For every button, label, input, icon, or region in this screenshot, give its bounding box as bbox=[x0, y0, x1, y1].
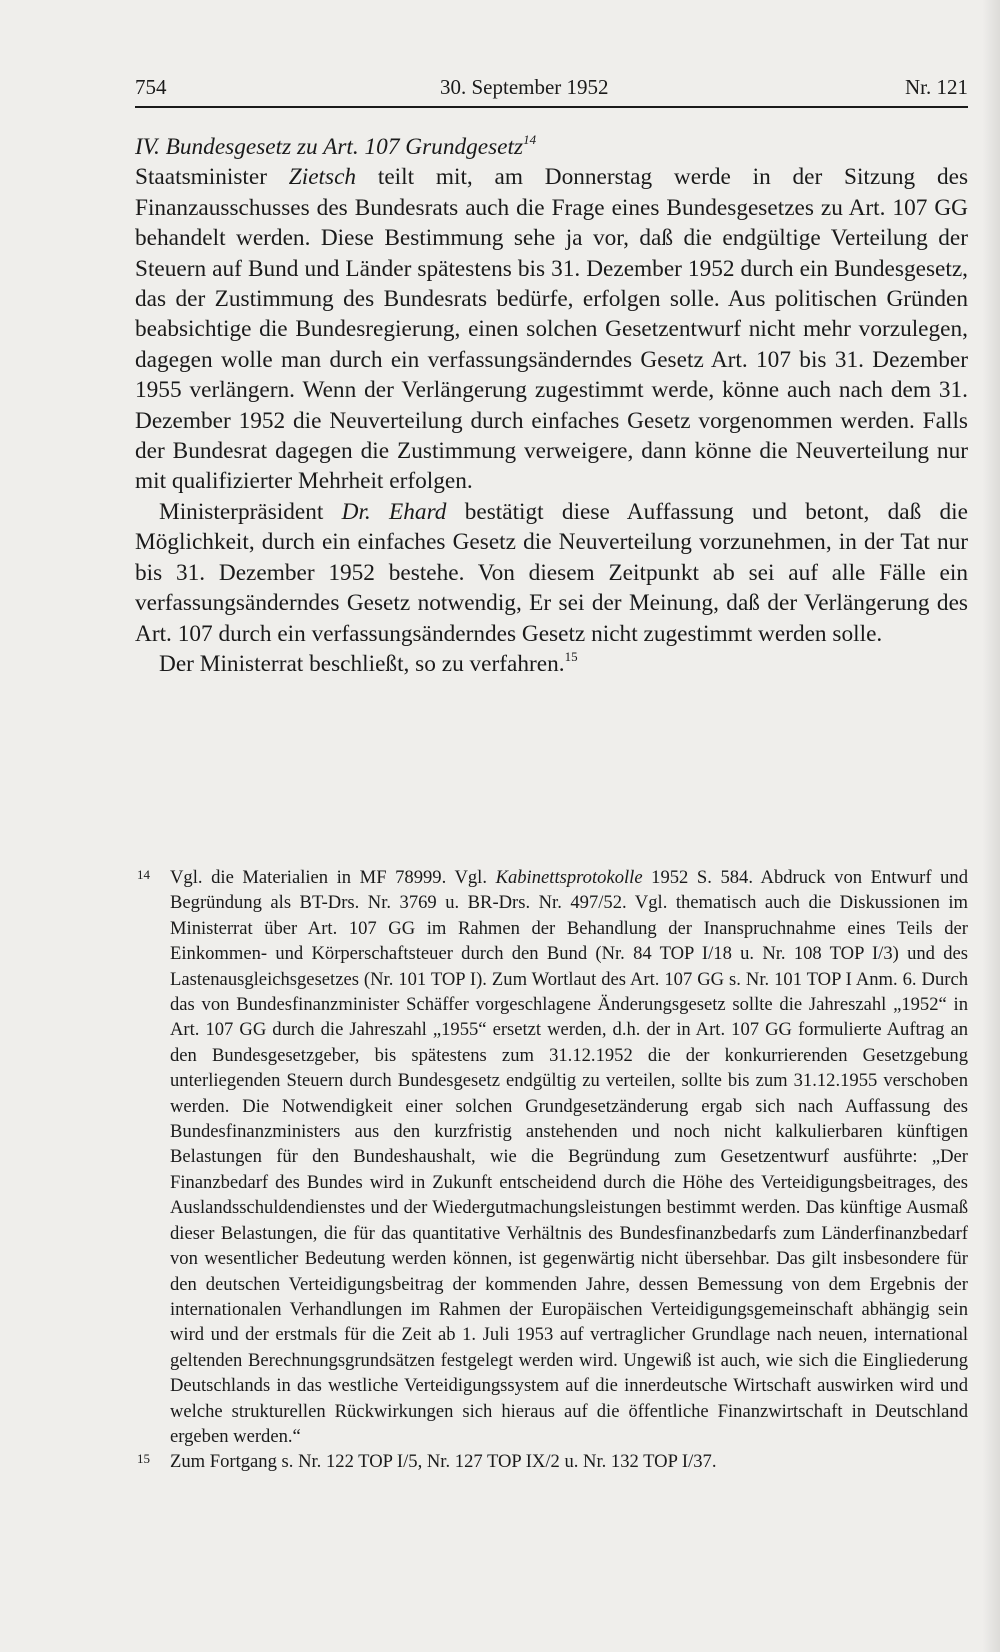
footnote-italic-title: Kabinettsprotokolle bbox=[495, 867, 643, 888]
page-edge-shadow bbox=[982, 0, 1000, 1652]
footnote-ref-14[interactable]: 14 bbox=[523, 132, 537, 147]
section-heading bbox=[135, 132, 968, 162]
footnote-mark: 15 bbox=[137, 1451, 150, 1467]
main-text bbox=[135, 132, 968, 679]
paragraph-zietsch bbox=[135, 162, 968, 496]
paragraph-text: Staatsminister bbox=[135, 164, 289, 191]
section-number: IV. bbox=[135, 134, 160, 160]
running-header bbox=[135, 72, 968, 104]
page-number: 754 bbox=[135, 75, 167, 99]
speaker-title: Dr. bbox=[341, 498, 371, 525]
paragraph-ehard bbox=[135, 497, 968, 649]
paragraph-text: bestätigt diese Auffassung und betont, daß die Möglichkeit, durch ein einfaches Gesetz die Neuverteilung vorzunehmen, in der Tat nur bis 31. Dezember 1952 bestehe. Von diesem Zeitpunkt ab sei auf alle Fälle ein verfassungsänderndes Gesetz notwendig, Er sei der Meinung, daß der Verlängerung des Art. 107 durch ein verfassungsänderndes Gesetz nicht zugestimmt werden solle. bbox=[135, 498, 968, 647]
paragraph-text: Ministerpräsident bbox=[159, 498, 342, 525]
footnote-15 bbox=[135, 1449, 968, 1474]
paragraph-text: teilt mit, am Donnerstag werde in der Sitzung des Finanzausschusses des Bundesrats auch die Frage eines Bundesgesetzes zu Art. 107 GG behandelt werden. Diese Bestimmung sehe ja vor, daß die endgültige Verteilung der Steuern auf Bund und Länder spätestens bis 31. Dezember 1952 durch ein Bundesgesetz, das der Zustimmung des Bundesrats bedürfe, erfolgen solle. Aus politischen Gründen beabsichtige die Bundesregierung, einen solchen Gesetzentwurf nicht mehr vorzulegen, dagegen wolle man durch ein verfassungsänderndes Gesetz Art. 107 bis 31. Dezember 1955 verlängern. Wenn der Verlängerung zugestimmt werde, könne auch nach dem 31. Dezember 1952 die Neuverteilung durch einfaches Gesetz vorgenommen werden. Falls der Bundesrat dagegen die Zustimmung verweigere, dann könne die Neuverteilung nur mit qualifizierter Mehrheit erfolgen. bbox=[135, 164, 969, 495]
speaker-name: Ehard bbox=[389, 498, 447, 525]
header-document-number: Nr. 121 bbox=[905, 75, 968, 99]
footnote-text: Vgl. die Materialien in MF 78999. Vgl. bbox=[170, 867, 496, 888]
header-date: 30. September 1952 bbox=[440, 75, 609, 99]
paragraph-text: Der Ministerrat beschließt, so zu verfahren. bbox=[159, 650, 565, 677]
section-title: Bundesgesetz zu Art. 107 Grundgesetz bbox=[165, 134, 524, 160]
footnote-14 bbox=[135, 865, 968, 1449]
footnote-text: Zum Fortgang s. Nr. 122 TOP I/5, Nr. 127 TOP IX/2 u. Nr. 132 TOP I/37. bbox=[170, 1451, 717, 1473]
footnotes bbox=[135, 865, 968, 1475]
speaker-name: Zietsch bbox=[288, 164, 357, 191]
header-rule bbox=[135, 106, 968, 108]
paragraph-resolution bbox=[135, 649, 968, 679]
footnote-ref-15[interactable]: 15 bbox=[564, 648, 578, 664]
footnote-mark: 14 bbox=[137, 867, 150, 882]
footnote-text: 1952 S. 584. Abdruck von Entwurf und Begründung als BT-Drs. Nr. 3769 u. BR-Drs. Nr. 497/52. Vgl. thematisch auch die Diskussionen im Ministerrat über Art. 107 GG im Rahmen der Behandlung der Inanspruchnahme eines Teils der Einkommen- und Körperschaftsteuer durch den Bund (Nr. 84 TOP I/18 u. Nr. 108 TOP I/3) und des Lastenausgleichsgesetzes (Nr. 101 TOP I). Zum Wortlaut des Art. 107 GG s. Nr. 101 TOP I Anm. 6. Durch das von Bundesfinanzminister Schäffer vorgeschlagene Änderungsgesetz sollte die Jahreszahl „1952“ in Art. 107 GG durch die Jahreszahl „1955“ ersetzt werden, d.h. der in Art. 107 GG formulierte Auftrag an den Bundesgesetzgeber, bis spätestens zum 31.12.1952 die der konkurrierenden Gesetzgebung unterliegenden Steuern durch Bundesgesetz endgültig zu verteilen, sollte bis zum 31.12.1955 verschoben werden. Die Notwendigkeit einer solchen Grundgesetzänderung ergab sich nach Auffassung des Bundesfinanzministers aus den kurzfristig anstehenden und noch nicht kalkulierbaren künftigen Belastungen für den Bundeshaushalt, wie die Begründung zum Gesetzentwurf ausführte: „Der Finanzbedarf des Bundes wird in Zukunft entscheidend durch die Höhe des Verteidigungsbeitrages, des Auslandsschuldendienstes und der Wiedergutmachungsleistungen bestimmt werden. Das künftige Ausmaß dieser Belastungen, die für das quantitative Verhältnis des Bundesfinanzbedarfs zum Länderfinanzbedarf von wesentlicher Bedeutung werden können, ist gegenwärtig nicht übersehbar. Das gilt insbesondere für den deutschen Verteidigungsbeitrag der kommenden Jahre, dessen Bemessung von dem Ergebnis der internationalen Verhandlungen im Rahmen der Europäischen Verteidigungsgemeinschaft abhängig sein wird und der erstmals für die Zeit ab 1. Juli 1953 auf vertraglicher Grundlage nach neuen, international geltenden Berechnungsgrundsätzen festgelegt werden wird. Ungewiß ist auch, wie sich die Eingliederung Deutschlands in das westliche Verteidigungssystem auf die innerdeutsche Wirtschaft auswirken wird und welche strukturellen Rückwirkungen sich hieraus auf die öffentliche Finanzwirtschaft in Deutschland ergeben werden.“ bbox=[170, 867, 968, 1447]
